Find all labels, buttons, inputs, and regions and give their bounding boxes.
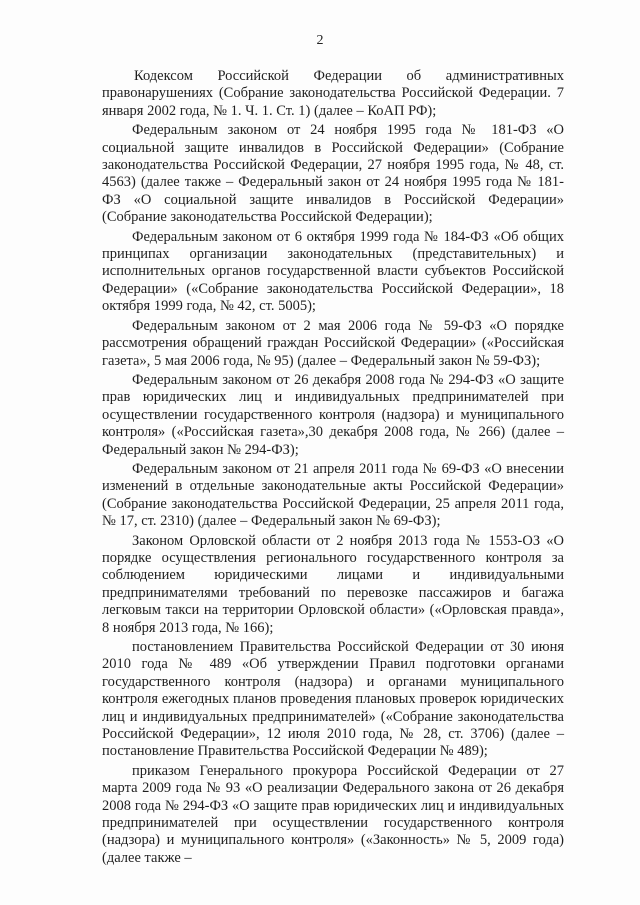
paragraph-fz-294: Федеральным законом от 26 декабря 2008 года № 294-ФЗ «О защите прав юридических лиц и индивидуальных предпринимателей при осуществлении государственного контроля (надзора) и муниципального контроля» («Российская газета»,30 декабря 2008 года, № 266) (далее – Федеральный закон № 294-ФЗ); — [102, 371, 564, 458]
paragraph-koap: Кодексом Российской Федерации об административных правонарушениях (Собрание законодательства Российской Федерации. 7 января 2002 года, № 1. Ч. 1. Ст. 1) (далее – КоАП РФ); — [102, 68, 564, 119]
paragraph-fz-69: Федеральным законом от 21 апреля 2011 года № 69-ФЗ «О внесении изменений в отдельные законодательные акты Российской Федерации» (Собрание законодательства Российской Федерации, 25 апреля 2011 года, № 17, ст. 2310) (далее – Федеральный закон № 69-ФЗ); — [102, 460, 564, 530]
paragraph-oz-1553: Законом Орловской области от 2 ноября 2013 года № 1553-ОЗ «О порядке осуществления регионального государственного контроля за соблюдением юридическими лицами и индивидуальными предпринимателями требований по перевозке пассажиров и багажа легковым такси на территории Орловской области» («Орловская правда», 8 ноября 2013 года, № 166); — [102, 532, 564, 636]
page-number: 2 — [316, 33, 324, 48]
document-body — [102, 68, 564, 867]
paragraph-fz-184: Федеральным законом от 6 октября 1999 года № 184-ФЗ «Об общих принципах организации законодательных (представительных) и исполнительных органов государственной власти субъектов Российской Федерации» («Собрание законодательства Российской Федерации», 18 октября 1999 года, № 42, ст. 5005); — [102, 228, 564, 315]
paragraph-prikaz-93: приказом Генерального прокурора Российской Федерации от 27 марта 2009 года № 93 «О реализации Федерального закона от 26 декабря 2008 года № 294-ФЗ «О защите прав юридических лиц и индивидуальных предпринимателей при осуществлении государственного контроля (надзора) и муниципального контроля» («Законность» № 5, 2009 года) (далее также – — [102, 762, 564, 866]
paragraph-fz-59: Федеральным законом от 2 мая 2006 года № 59-ФЗ «О порядке рассмотрения обращений граждан Российской Федерации» («Российская газета», 5 мая 2006 года, № 95) (далее – Федеральный закон № 59-ФЗ); — [102, 317, 564, 369]
paragraph-postanovlenie-489: постановлением Правительства Российской Федерации от 30 июня 2010 года № 489 «Об утверждении Правил подготовки органами государственного контроля (надзора) и органами муниципального контроля ежегодных планов проведения плановых проверок юридических лиц и индивидуальных предпринимателей» («Собрание законодательства Российской Федерации», 12 июля 2010 года, № 28, ст. 3706) (далее – постановление Правительства Российской Федерации № 489); — [102, 639, 564, 760]
paragraph-fz-181: Федеральным законом от 24 ноября 1995 года № 181-ФЗ «О социальной защите инвалидов в Российской Федерации» (Собрание законодательства Российской Федерации, 27 ноября 1995 года, № 48, ст. 4563) (далее также – Федеральный закон от 24 ноября 1995 года № 181-ФЗ «О социальной защите инвалидов в Российской Федерации» (Собрание законодательства Российской Федерации); — [102, 122, 564, 226]
